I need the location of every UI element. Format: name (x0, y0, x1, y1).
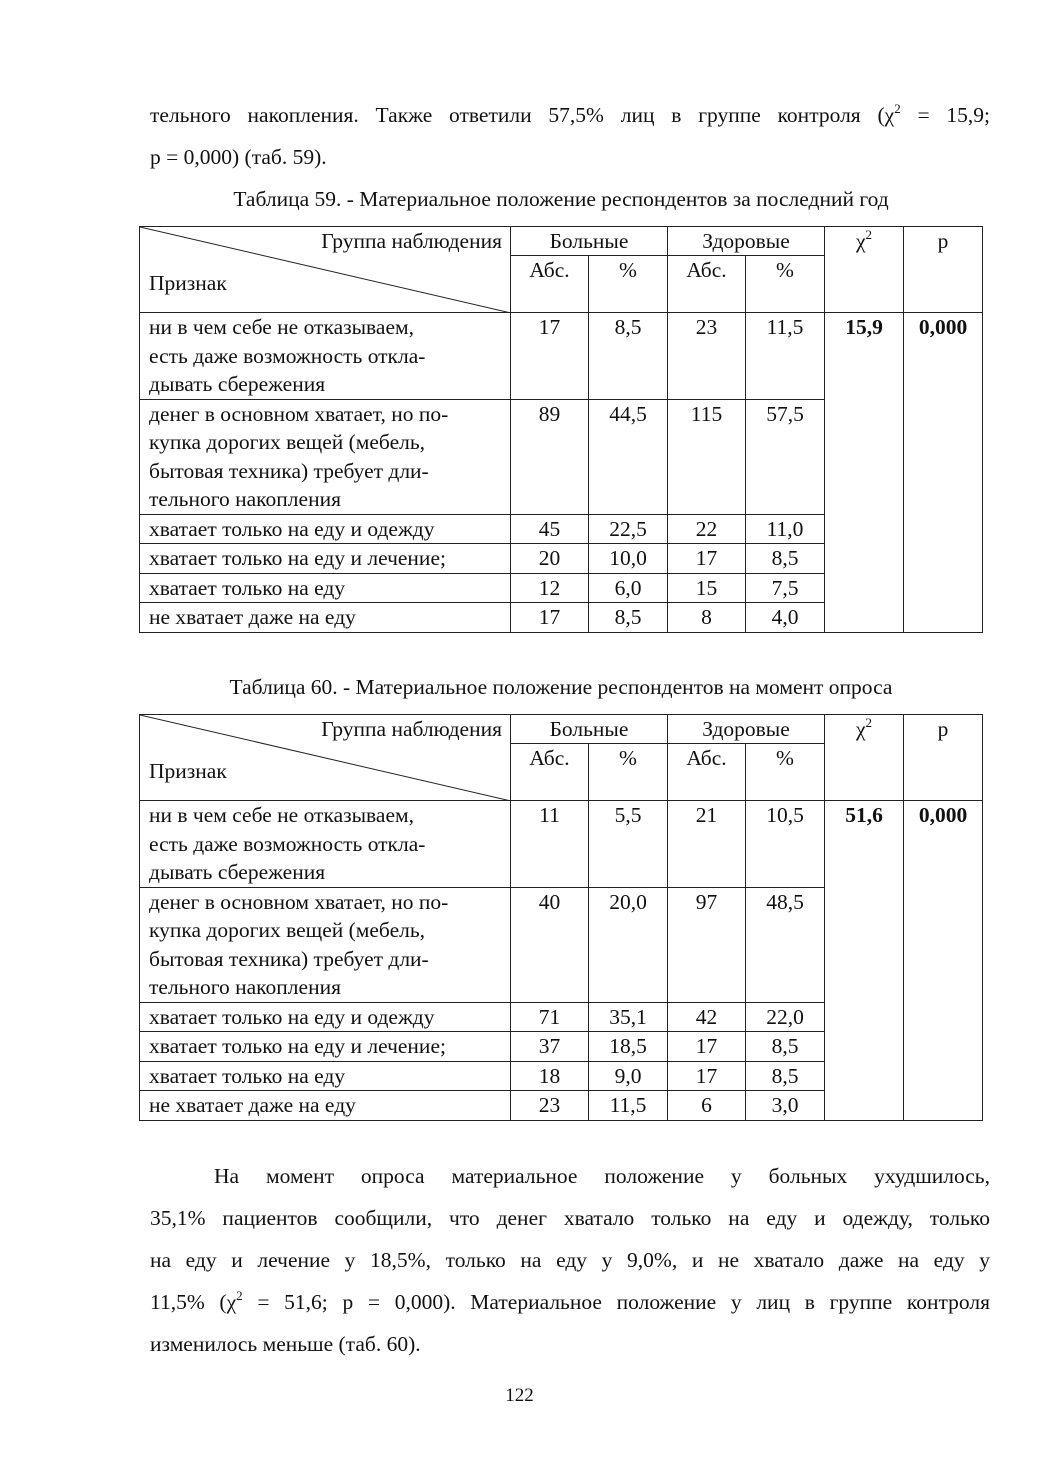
header-p: p (904, 715, 983, 801)
healthy-pct-cell: 3,0 (746, 1091, 825, 1121)
healthy-pct-cell: 57,5 (746, 399, 825, 514)
header-healthy-abs: Абс. (668, 744, 746, 801)
healthy-pct-cell: 10,5 (746, 801, 825, 888)
row-label-line: дывать сбережения (149, 372, 326, 396)
row-label-line: денег в основном хватает, но по- (149, 401, 449, 426)
healthy-abs-cell: 97 (668, 887, 746, 1002)
header-sick-abs: Абс. (511, 744, 589, 801)
sick-abs-cell: 20 (511, 544, 589, 574)
row-label-line: тельного накопления (149, 487, 341, 511)
sick-abs-cell: 45 (511, 514, 589, 544)
sign-label: Признак (149, 759, 227, 783)
sick-abs-cell: 71 (511, 1002, 589, 1032)
intro-line-2: р = 0,000) (таб. 59). (150, 145, 327, 169)
p-value: 0,000 (904, 801, 983, 1121)
sign-label: Признак (149, 271, 227, 295)
intro-paragraph (150, 94, 990, 178)
row-label (140, 573, 511, 603)
header-sick-pct: % (589, 744, 668, 801)
row-label-line: денег в основном хватает, но по- (149, 889, 449, 914)
healthy-pct-cell: 4,0 (746, 603, 825, 633)
sick-pct-cell: 20,0 (589, 887, 668, 1002)
chi-square-value: 51,6 (825, 801, 904, 1121)
conclusion-line-2: 35,1% пациентов сообщили, что денег хватало только на еду и одежду, только (150, 1206, 990, 1230)
sick-pct-cell: 5,5 (589, 801, 668, 888)
sick-pct-cell: 6,0 (589, 573, 668, 603)
row-label-line: есть даже возможность откла- (149, 343, 426, 368)
row-label-line: тельного накопления (149, 975, 341, 999)
header-sick: Больные (511, 715, 668, 744)
conclusion-line-3: на еду и лечение у 18,5%, только на еду у 9,0%, и не хватало даже на еду у (150, 1248, 990, 1272)
healthy-abs-cell: 17 (668, 1032, 746, 1062)
healthy-abs-cell: 15 (668, 573, 746, 603)
healthy-pct-cell: 11,0 (746, 514, 825, 544)
sick-abs-cell: 18 (511, 1061, 589, 1091)
header-row (140, 715, 983, 744)
chi-superscript: 2 (865, 227, 873, 242)
header-sick-abs: Абс. (511, 256, 589, 313)
row-label (140, 603, 511, 633)
chi-symbol: χ (855, 229, 866, 253)
row-label (140, 1091, 511, 1121)
row-label-line: хватает только на еду (149, 575, 346, 600)
header-corner-cell (140, 227, 511, 313)
conclusion-line-4: 11,5% ($\chi^2 = 51,6$; р = 0,000). Материальное положение у лиц в группе контроля (150, 1288, 990, 1314)
row-label (140, 887, 511, 1002)
group-label: Группа наблюдения (321, 229, 502, 253)
row-label (140, 514, 511, 544)
sick-pct-cell: 8,5 (589, 603, 668, 633)
row-label-line: хватает только на еду и лечение; (149, 546, 446, 570)
conclusion-line-1: На момент опроса материальное положение у больных ухудшилось, (214, 1164, 990, 1188)
chi-square-value: 15,9 (825, 313, 904, 633)
row-label-line: бытовая техника) требует дли- (149, 458, 429, 483)
healthy-abs-cell: 17 (668, 544, 746, 574)
sick-pct-cell: 44,5 (589, 399, 668, 514)
sick-abs-cell: 17 (511, 603, 589, 633)
row-label (140, 1061, 511, 1091)
healthy-pct-cell: 11,5 (746, 313, 825, 400)
sick-pct-cell: 11,5 (589, 1091, 668, 1121)
conclusion-paragraph (150, 1155, 990, 1365)
healthy-pct-cell: 22,0 (746, 1002, 825, 1032)
row-label-line: не хватает даже на еду (149, 605, 356, 629)
header-chi-square (825, 715, 904, 801)
healthy-abs-cell: 17 (668, 1061, 746, 1091)
row-label (140, 1032, 511, 1062)
header-healthy-abs: Абс. (668, 256, 746, 313)
header-healthy-pct: % (746, 744, 825, 801)
sick-pct-cell: 9,0 (589, 1061, 668, 1091)
page-number: 122 (505, 1385, 534, 1406)
header-sick-pct: % (589, 256, 668, 313)
sick-abs-cell: 89 (511, 399, 589, 514)
header-chi-square (825, 227, 904, 313)
header-row (140, 227, 983, 256)
row-label-line: не хватает даже на еду (149, 1093, 356, 1117)
row-label-line: ни в чем себе не отказываем, (149, 803, 414, 827)
header-healthy: Здоровые (668, 715, 825, 744)
healthy-pct-cell: 48,5 (746, 887, 825, 1002)
row-label (140, 544, 511, 574)
intro-line-1: тельного накопления. Также ответили 57,5% лиц в группе контроля ($\chi^2 = 15,9$; (150, 101, 990, 127)
sick-pct-cell: 22,5 (589, 514, 668, 544)
healthy-pct-cell: 8,5 (746, 544, 825, 574)
header-p: p (904, 227, 983, 313)
sick-pct-cell: 8,5 (589, 313, 668, 400)
healthy-pct-cell: 7,5 (746, 573, 825, 603)
sick-abs-cell: 23 (511, 1091, 589, 1121)
header-sick: Больные (511, 227, 668, 256)
healthy-abs-cell: 115 (668, 399, 746, 514)
header-healthy: Здоровые (668, 227, 825, 256)
table-60 (139, 714, 983, 1121)
row-label-line: есть даже возможность откла- (149, 831, 426, 856)
healthy-pct-cell: 8,5 (746, 1032, 825, 1062)
header-corner-cell (140, 715, 511, 801)
healthy-abs-cell: 8 (668, 603, 746, 633)
sick-abs-cell: 12 (511, 573, 589, 603)
table-row (140, 801, 983, 888)
conclusion-line-5: изменилось меньше (таб. 60). (150, 1332, 421, 1356)
row-label (140, 313, 511, 400)
healthy-abs-cell: 22 (668, 514, 746, 544)
healthy-abs-cell: 23 (668, 313, 746, 400)
sick-abs-cell: 17 (511, 313, 589, 400)
row-label-line: купка дорогих вещей (мебель, (149, 918, 426, 942)
row-label-line: бытовая техника) требует дли- (149, 946, 429, 971)
table-59-caption: Таблица 59. - Материальное положение респондентов за последний год (233, 187, 889, 211)
healthy-abs-cell: 21 (668, 801, 746, 888)
healthy-abs-cell: 42 (668, 1002, 746, 1032)
table-60-caption: Таблица 60. - Материальное положение респондентов на момент опроса (229, 675, 893, 699)
table-59 (139, 226, 983, 633)
sick-abs-cell: 37 (511, 1032, 589, 1062)
chi-symbol: χ (855, 717, 866, 741)
sick-pct-cell: 18,5 (589, 1032, 668, 1062)
row-label (140, 1002, 511, 1032)
healthy-abs-cell: 6 (668, 1091, 746, 1121)
healthy-pct-cell: 8,5 (746, 1061, 825, 1091)
row-label-line: купка дорогих вещей (мебель, (149, 430, 426, 454)
header-healthy-pct: % (746, 256, 825, 313)
row-label-line: хватает только на еду и одежду (149, 1004, 435, 1029)
sick-abs-cell: 11 (511, 801, 589, 888)
sick-pct-cell: 35,1 (589, 1002, 668, 1032)
row-label-line: ни в чем себе не отказываем, (149, 315, 414, 339)
row-label (140, 399, 511, 514)
sick-pct-cell: 10,0 (589, 544, 668, 574)
row-label-line: хватает только на еду и одежду (149, 516, 435, 541)
chi-superscript: 2 (865, 715, 873, 730)
group-label: Группа наблюдения (321, 717, 502, 741)
row-label-line: хватает только на еду (149, 1063, 346, 1088)
row-label-line: хватает только на еду и лечение; (149, 1034, 446, 1058)
table-row (140, 313, 983, 400)
row-label-line: дывать сбережения (149, 860, 326, 884)
p-value: 0,000 (904, 313, 983, 633)
sick-abs-cell: 40 (511, 887, 589, 1002)
row-label (140, 801, 511, 888)
